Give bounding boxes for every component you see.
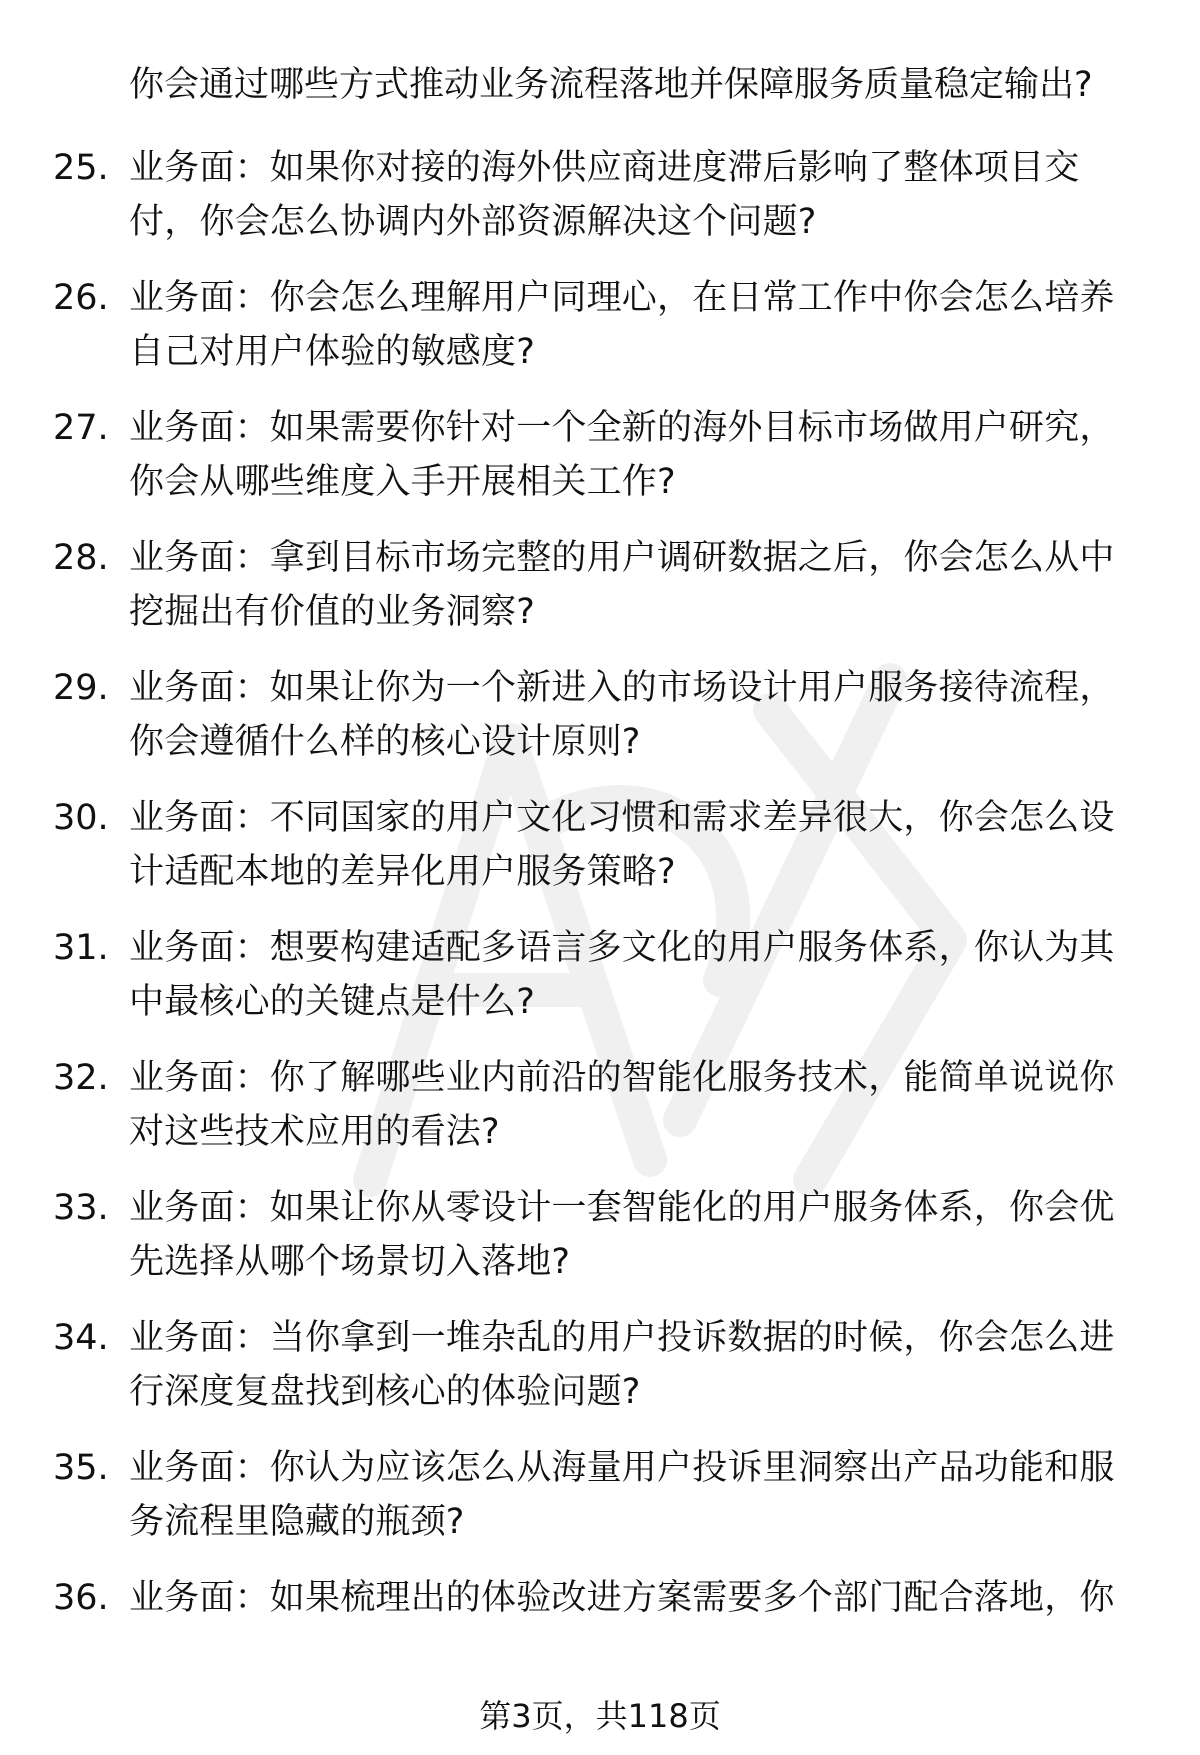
question-number: 34. <box>53 1318 109 1358</box>
question-text-line2: 自己对用户体验的敏感度? <box>129 332 535 372</box>
question-number: 32. <box>53 1058 109 1098</box>
question-text-line1: 业务面：如果让你从零设计一套智能化的用户服务体系，你会优 <box>129 1188 1115 1228</box>
question-number: 30. <box>53 798 109 838</box>
question-text-line2: 先选择从哪个场景切入落地? <box>129 1242 571 1282</box>
question-text-line1: 业务面：想要构建适配多语言多文化的用户服务体系，你认为其 <box>129 928 1115 968</box>
question-text-line1: 业务面：如果你对接的海外供应商进度滞后影响了整体项目交 <box>129 148 1080 188</box>
question-text-line2: 中最核心的关键点是什么? <box>129 982 535 1022</box>
question-number: 26. <box>53 278 109 318</box>
question-text-line2: 你会从哪些维度入手开展相关工作? <box>129 462 676 502</box>
question-text-line2: 计适配本地的差异化用户服务策略? <box>129 852 676 892</box>
question-text-line1: 业务面：你认为应该怎么从海量用户投诉里洞察出产品功能和服 <box>129 1448 1115 1488</box>
question-text-line1: 业务面：拿到目标市场完整的用户调研数据之后，你会怎么从中 <box>129 538 1115 578</box>
question-number: 27. <box>53 408 109 448</box>
question-number: 29. <box>53 668 109 708</box>
question-text-line2: 付，你会怎么协调内外部资源解决这个问题? <box>129 202 817 242</box>
question-text-line1: 业务面：你了解哪些业内前沿的智能化服务技术，能简单说说你 <box>129 1058 1115 1098</box>
page-footer: 第3页，共118页 <box>479 1697 721 1735</box>
question-text-line2: 你会遵循什么样的核心设计原则? <box>129 722 641 762</box>
question-text-line2: 务流程里隐藏的瓶颈? <box>129 1502 465 1542</box>
question-number: 28. <box>53 538 109 578</box>
continuation-line: 你会通过哪些方式推动业务流程落地并保障服务质量稳定输出? <box>129 65 1093 105</box>
question-number: 25. <box>53 148 109 188</box>
question-text-line2: 对这些技术应用的看法? <box>129 1112 500 1152</box>
question-text-line1: 业务面：如果需要你针对一个全新的海外目标市场做用户研究， <box>129 408 1115 448</box>
question-text-line2: 挖掘出有价值的业务洞察? <box>129 592 535 632</box>
question-number: 36. <box>53 1578 109 1618</box>
question-text-line1: 业务面：当你拿到一堆杂乱的用户投诉数据的时候，你会怎么进 <box>129 1318 1115 1358</box>
question-text-line2: 行深度复盘找到核心的体验问题? <box>129 1372 641 1412</box>
question-text-line1: 业务面：不同国家的用户文化习惯和需求差异很大，你会怎么设 <box>129 798 1115 838</box>
question-text-line1: 业务面：如果让你为一个新进入的市场设计用户服务接待流程， <box>129 668 1115 708</box>
question-number: 31. <box>53 928 109 968</box>
question-number: 35. <box>53 1448 109 1488</box>
question-text-line1: 业务面：如果梳理出的体验改进方案需要多个部门配合落地，你 <box>129 1578 1115 1618</box>
question-number: 33. <box>53 1188 109 1228</box>
question-text-line1: 业务面：你会怎么理解用户同理心，在日常工作中你会怎么培养 <box>129 278 1115 318</box>
